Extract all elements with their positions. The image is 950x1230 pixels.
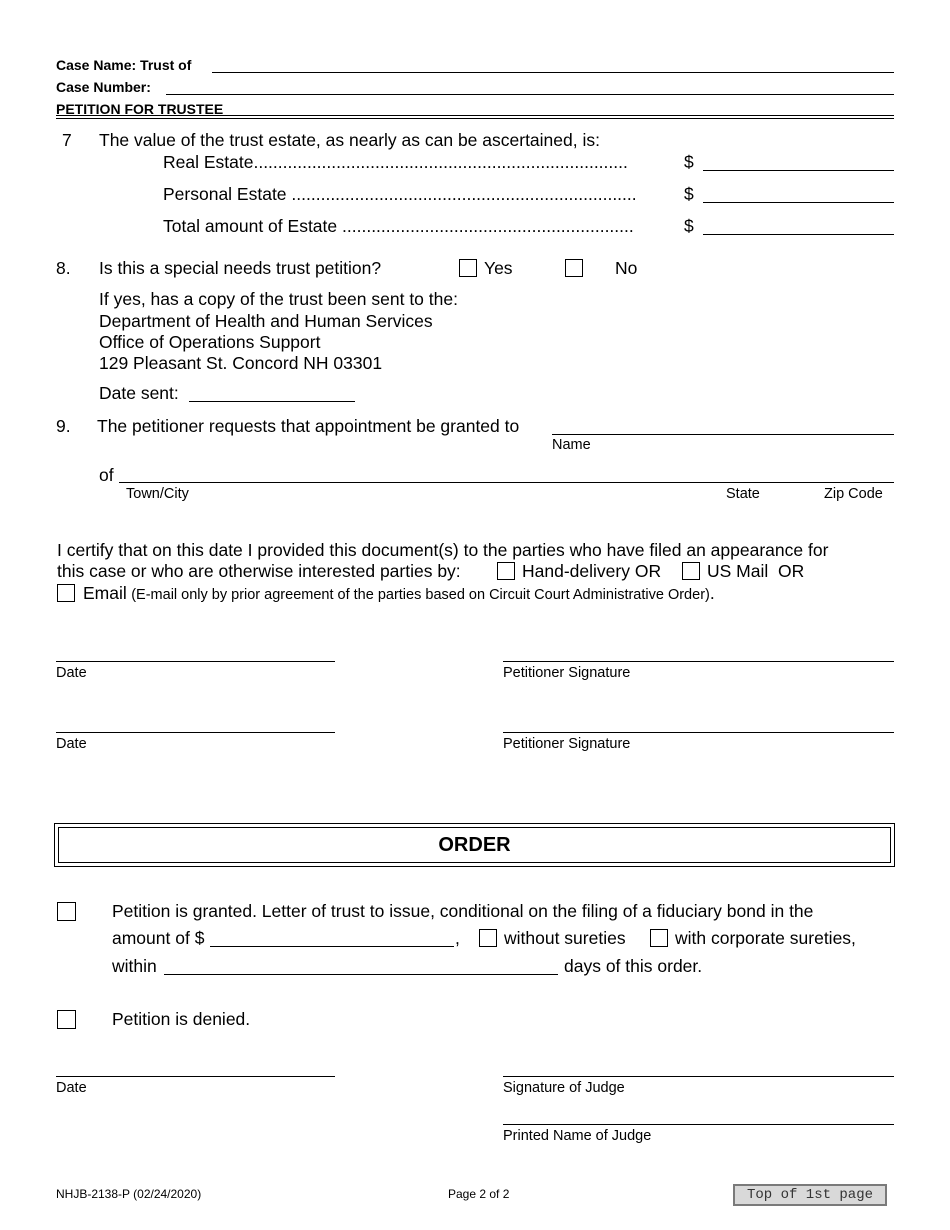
personal-estate-row (163, 184, 668, 205)
denied-label: Petition is denied. (112, 1009, 251, 1029)
hand-delivery-label: Hand-delivery OR (522, 561, 662, 581)
amount-comma: , (455, 928, 460, 948)
real-estate-label: Real Estate (163, 152, 254, 172)
date-line-1[interactable] (56, 661, 335, 662)
real-estate-currency: $ (684, 152, 694, 172)
personal-estate-field[interactable] (703, 202, 894, 203)
judge-signature-line[interactable] (503, 1076, 894, 1077)
email-label: Email (83, 583, 127, 603)
if-yes-text: If yes, has a copy of the trust been sent to the: (99, 289, 458, 309)
us-mail-checkbox[interactable] (682, 562, 700, 580)
days-label: days of this order. (564, 956, 703, 976)
real-estate-leader: ............................................................................. (253, 152, 628, 172)
address-line-3: 129 Pleasant St. Concord NH 03301 (99, 353, 383, 373)
us-mail-label: US Mail OR (707, 561, 805, 581)
case-number-field[interactable] (166, 94, 894, 95)
with-corporate-sureties-checkbox[interactable] (650, 929, 668, 947)
form-title: PETITION FOR TRUSTEE (56, 101, 224, 117)
certify-line1: I certify that on this date I provided this document(s) to the parties who have filed an appearance for (57, 540, 829, 560)
certify-line2: this case or who are otherwise interested parties by: (57, 561, 461, 581)
date-caption-2: Date (56, 736, 87, 752)
order-box (54, 823, 895, 867)
without-sureties-label: without sureties (504, 928, 626, 948)
order-date-caption: Date (56, 1080, 87, 1096)
date-sent-field[interactable] (189, 401, 355, 402)
top-of-first-page-button[interactable]: Top of 1st page (733, 1184, 887, 1206)
order-title: ORDER (58, 827, 891, 863)
real-estate-row (163, 152, 668, 173)
petitioner-signature-line-1[interactable] (503, 661, 894, 662)
town-caption: Town/City (126, 486, 189, 502)
name-caption: Name (552, 437, 591, 453)
appointee-name-field[interactable] (552, 434, 894, 435)
item9-number: 9. (56, 416, 71, 436)
petition-granted-checkbox[interactable] (57, 902, 76, 921)
order-date-line[interactable] (56, 1076, 335, 1077)
email-checkbox[interactable] (57, 584, 75, 602)
personal-estate-leader: ....................................................................... (291, 184, 637, 204)
item7-text: The value of the trust estate, as nearly as can be ascertained, is: (99, 130, 600, 150)
case-name-label: Case Name: Trust of (56, 57, 192, 73)
without-sureties-checkbox[interactable] (479, 929, 497, 947)
total-estate-leader: ............................................................ (342, 216, 634, 236)
email-note: (E-mail only by prior agreement of the parties based on Circuit Court Administrative Order) (131, 587, 710, 603)
amount-label: amount of $ (112, 928, 205, 948)
judge-printed-name-caption: Printed Name of Judge (503, 1128, 652, 1144)
date-sent-label: Date sent: (99, 383, 179, 403)
total-estate-currency: $ (684, 216, 694, 236)
total-estate-field[interactable] (703, 234, 894, 235)
judge-signature-caption: Signature of Judge (503, 1080, 625, 1096)
yes-label: Yes (484, 258, 513, 278)
zip-caption: Zip Code (824, 486, 883, 502)
petition-denied-checkbox[interactable] (57, 1010, 76, 1029)
email-period: . (709, 583, 715, 603)
page-number: Page 2 of 2 (448, 1187, 510, 1201)
real-estate-field[interactable] (703, 170, 894, 171)
special-needs-no-checkbox[interactable] (565, 259, 583, 277)
within-label: within (112, 956, 157, 976)
petitioner-signature-caption-2: Petitioner Signature (503, 736, 631, 752)
appointee-address-field[interactable] (119, 482, 894, 483)
special-needs-yes-checkbox[interactable] (459, 259, 477, 277)
no-label: No (615, 258, 638, 278)
item9-text: The petitioner requests that appointment be granted to (97, 416, 520, 436)
personal-estate-currency: $ (684, 184, 694, 204)
item7-number: 7 (62, 130, 72, 150)
judge-printed-name-line[interactable] (503, 1124, 894, 1125)
item8-question: Is this a special needs trust petition? (99, 258, 382, 278)
case-name-field[interactable] (212, 72, 894, 73)
with-corporate-sureties-label: with corporate sureties, (675, 928, 856, 948)
of-label: of (99, 465, 114, 485)
bond-amount-field[interactable] (210, 946, 454, 947)
petitioner-signature-caption-1: Petitioner Signature (503, 665, 631, 681)
address-line-2: Office of Operations Support (99, 332, 321, 352)
address-line-1: Department of Health and Human Services (99, 311, 433, 331)
header-divider (56, 115, 894, 119)
state-caption: State (726, 486, 760, 502)
hand-delivery-checkbox[interactable] (497, 562, 515, 580)
petitioner-signature-line-2[interactable] (503, 732, 894, 733)
total-estate-row (163, 216, 668, 237)
days-field[interactable] (164, 974, 558, 975)
granted-line1: Petition is granted. Letter of trust to issue, conditional on the filing of a fiduciary bond in the (112, 901, 814, 921)
date-line-2[interactable] (56, 732, 335, 733)
personal-estate-label: Personal Estate (163, 184, 287, 204)
item8-number: 8. (56, 258, 71, 278)
total-estate-label: Total amount of Estate (163, 216, 338, 236)
form-id: NHJB-2138-P (02/24/2020) (56, 1187, 202, 1201)
email-line (83, 583, 715, 604)
date-caption-1: Date (56, 665, 87, 681)
case-number-label: Case Number: (56, 79, 151, 95)
